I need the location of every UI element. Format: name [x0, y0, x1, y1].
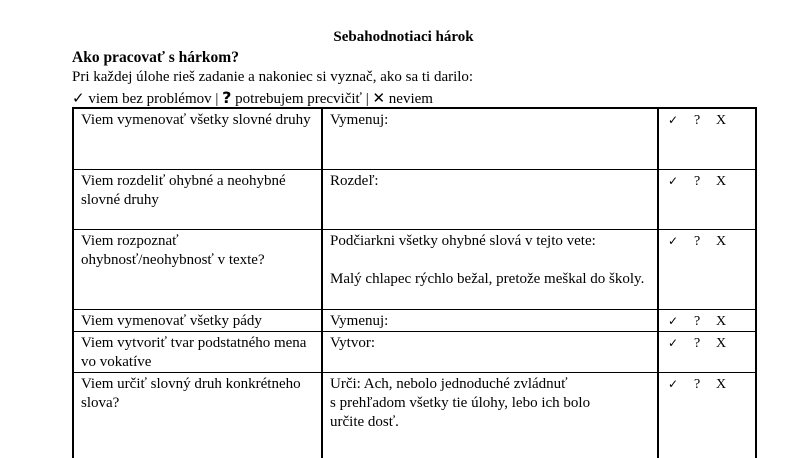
task-text: Urči: Ach, nebolo jednoduché zvládnuť — [330, 375, 568, 392]
task-text: Vymenuj: — [330, 312, 389, 329]
legend-cross-label: neviem — [385, 91, 433, 107]
table-row — [73, 372, 756, 458]
task-cell[interactable] — [322, 331, 658, 372]
cross-mark-option[interactable]: X — [716, 113, 727, 128]
rating-cell[interactable] — [658, 229, 756, 309]
check-mark-option[interactable]: ✓ — [668, 173, 679, 188]
check-mark-option[interactable]: ✓ — [668, 376, 679, 391]
rating-cell[interactable] — [658, 331, 756, 372]
task-sentence: Malý chlapec rýchlo bežal, pretože meškal do školy. — [330, 270, 645, 287]
question-mark-option[interactable]: ? — [694, 313, 701, 329]
check-mark-option[interactable]: ✓ — [668, 313, 679, 328]
task-cell[interactable] — [322, 372, 658, 458]
task-cell[interactable] — [322, 229, 658, 309]
legend — [72, 89, 433, 108]
rating-cell[interactable] — [658, 309, 756, 331]
rating-cell[interactable] — [658, 169, 756, 229]
instructions-text: Pri každej úlohe rieš zadanie a nakoniec si vyznač, ako sa ti darilo: — [72, 69, 474, 85]
legend-question-label: potrebujem precvičiť | — [231, 91, 373, 107]
task-text: Podčiarkni všetky ohybné slová v tejto vete: — [330, 232, 596, 249]
question-mark-option[interactable]: ? — [694, 113, 701, 128]
task-text: Rozdeľ: — [330, 172, 379, 189]
cross-icon: ✕ — [372, 89, 386, 107]
check-mark-option[interactable]: ✓ — [668, 335, 679, 350]
check-icon: ✓ — [72, 89, 85, 107]
skill-cell: Viem vytvoriť tvar podstatného mena vo vokatíve — [73, 331, 322, 372]
rating-cell[interactable] — [658, 372, 756, 458]
legend-check-label: viem bez problémov | — [84, 91, 223, 107]
task-cell[interactable] — [322, 169, 658, 229]
cross-mark-option[interactable]: X — [716, 335, 727, 351]
task-gap — [330, 251, 651, 270]
task-text: s prehľadom všetky tie úlohy, lebo ich bolo — [330, 394, 591, 411]
self-assessment-table — [72, 107, 757, 458]
table-row — [73, 229, 756, 309]
page-title: Sebahodnotiaci hárok — [333, 29, 474, 45]
question-mark-option[interactable]: ? — [694, 173, 701, 189]
skill-cell: Viem vymenovať všetky pády — [73, 309, 322, 331]
skill-cell: Viem rozpoznať ohybnosť/neohybnosť v texte? — [73, 229, 322, 309]
task-cell[interactable] — [322, 108, 658, 169]
check-mark-option[interactable]: ✓ — [668, 113, 679, 127]
cross-mark-option[interactable]: X — [716, 313, 727, 329]
question-mark-option[interactable]: ? — [694, 335, 701, 351]
cross-mark-option[interactable]: X — [716, 376, 727, 392]
cross-mark-option[interactable]: X — [716, 233, 727, 249]
skill-cell: Viem rozdeliť ohybné a neohybné slovné druhy — [73, 169, 322, 229]
question-mark-option[interactable]: ? — [694, 376, 701, 392]
task-text: určite dosť. — [330, 413, 399, 430]
question-icon: ? — [222, 88, 232, 107]
table-row — [73, 169, 756, 229]
question-mark-option[interactable]: ? — [694, 233, 701, 249]
task-text: Vymenuj: — [330, 112, 389, 128]
table-row — [73, 108, 756, 169]
table-row — [73, 331, 756, 372]
check-mark-option[interactable]: ✓ — [668, 233, 679, 248]
cross-mark-option[interactable]: X — [716, 173, 727, 189]
task-cell[interactable] — [322, 309, 658, 331]
skill-cell: Viem určiť slovný druh konkrétneho slova? — [73, 372, 322, 458]
rating-cell[interactable] — [658, 108, 756, 169]
skill-cell: Viem vymenovať všetky slovné druhy — [73, 108, 322, 169]
table-row — [73, 309, 756, 331]
instructions-heading: Ako pracovať s hárkom? — [72, 49, 239, 66]
task-text: Vytvor: — [330, 334, 375, 351]
